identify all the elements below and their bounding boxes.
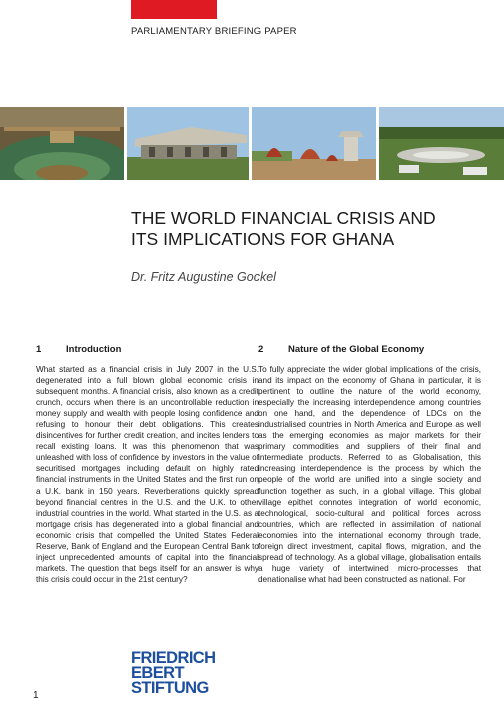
section-heading-2 [258, 344, 424, 355]
title-line-2: ITS IMPLICATIONS FOR GHANA [131, 229, 395, 249]
section-heading-1 [36, 344, 121, 355]
header-accent-bar [131, 0, 217, 19]
document-title [131, 208, 491, 250]
section-title: Introduction [66, 344, 122, 355]
section-title: Nature of the Global Economy [288, 344, 425, 355]
section-number: 1 [36, 344, 42, 355]
author-name: Dr. Fritz Augustine Gockel [131, 270, 276, 284]
logo-line-3: STIFTUNG [131, 679, 209, 697]
photo-strip [0, 107, 504, 180]
document-type-label: PARLIAMENTARY BRIEFING PAPER [131, 26, 297, 37]
section-number: 2 [258, 344, 264, 355]
section-1-body: What started as a financial crisis in July 2007 in the U.S. degenerated into a full blown global economic crisis in subsequent months. A financial crisis, also known as a credit crunch, occurs when there is an uncontrollable reduction in money supply and wealth with people losing confidence and refusing to honour their debt obligations. This creates disincentives for further credit creation, and incites lenders to recall existing loans. It was this phenomenon that was unleashed with loss of confidence by investors in the value of securitised mortgages including default on highly rated financial instruments in the United States and the first run on a U.K. bank in 150 years. Reverberations quickly spread beyond financial centres in the U.S. and the U.K. to other industrial countries in the world. What started in the U.S. as a mortgage crisis has degenerated into a global financial and economic crisis that compelled the United States Federal Reserve, Bank of England and the European Central Bank to inject unprecedented amounts of capital into the financial markets. The question that begs itself for an answer is why this crisis could occur in the 21st century? [36, 365, 259, 584]
plaza-photo [379, 107, 504, 180]
building-photo [127, 107, 249, 180]
monument-photo [252, 107, 376, 180]
logo-line-1: FRIEDRICH [131, 649, 216, 667]
section-2-body: To fully appreciate the wider global implications of the crisis, and its impact on the economy of Ghana in particular, it is pertinent to outline the nature of the world economy, especially the increasing interdependence among countries on one hand, and the dependence of LDCs on the industrialised countries in North America and Europe as well as the emerging economies as major markets for their primary commodities and suppliers of their final and intermediate products. Referred to as Globalisation, this increasing interdependence is the process by which the people of the world are unified into a single society and function together as such, in a global village. This global village epithet connotes integration of world economic, technological, socio-cultural and political forces across countries, which are reflected in assimilation of national economies into the international economy through trade, foreign direct investment, capital flows, migration, and the spread of technology. As a global village, globalisation entails a huge variety of intertwined micro-processes that denationalise what had been constructed as national. For [258, 365, 481, 584]
title-line-1: THE WORLD FINANCIAL CRISIS AND [131, 208, 436, 228]
page-number: 1 [33, 690, 39, 701]
parliament-chamber-photo [0, 107, 124, 180]
logo-line-2: EBERT [131, 664, 184, 682]
fes-logo [131, 651, 226, 696]
